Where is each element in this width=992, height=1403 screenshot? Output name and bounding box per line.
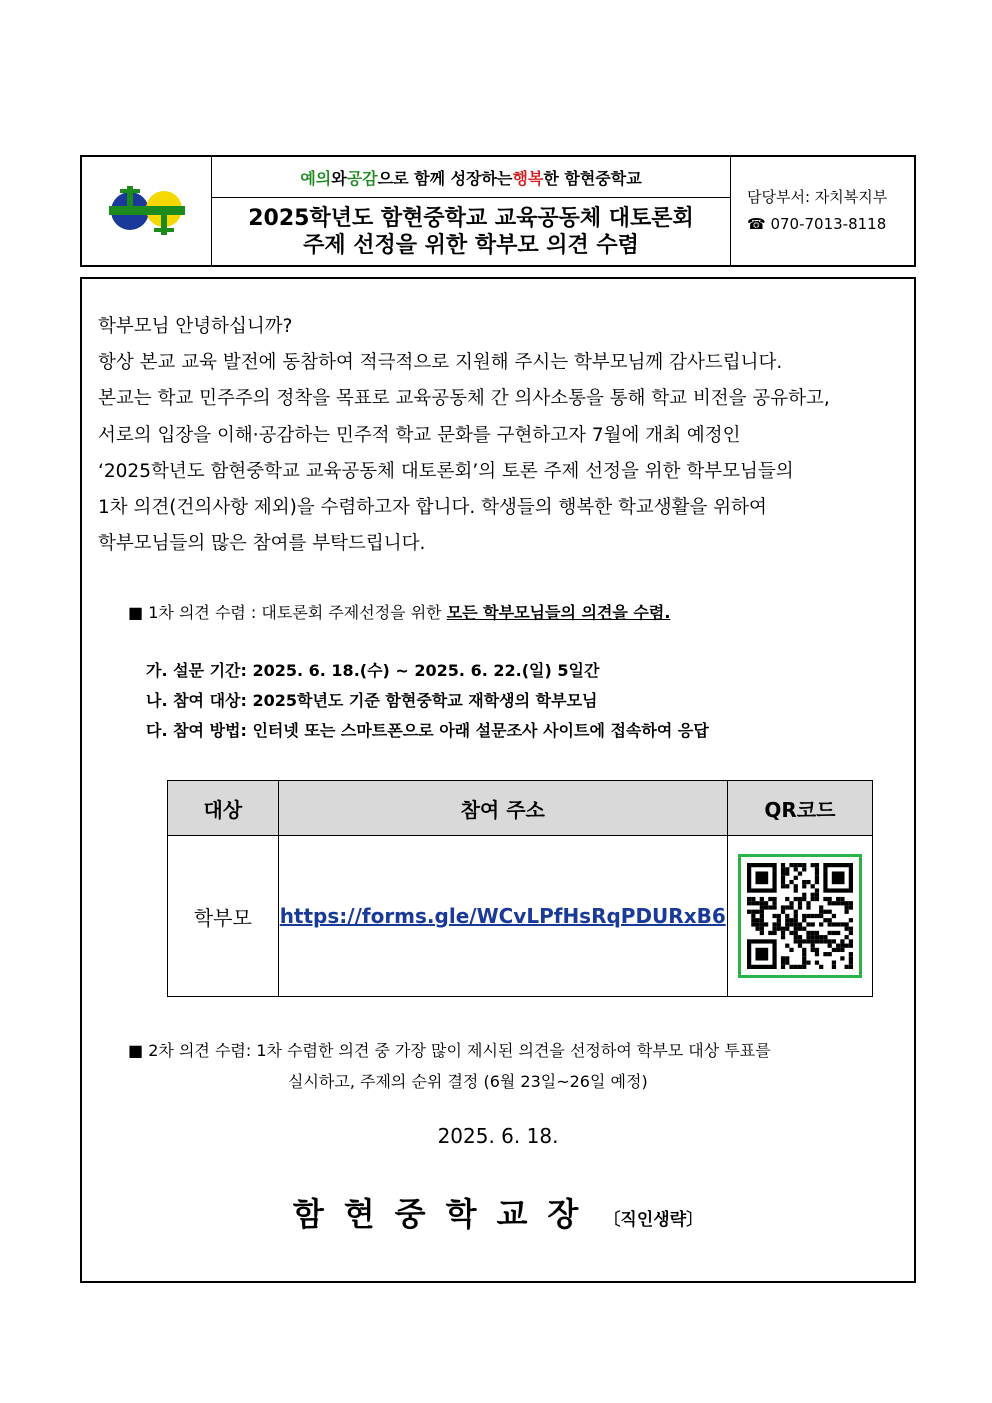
cell-target: 학부모 — [168, 836, 279, 997]
header-address: 참여 주소 — [278, 781, 727, 836]
intro-line: 서로의 입장을 이해·공감하는 민주적 학교 문화를 구현하고자 7월에 개최 예정인 — [98, 424, 741, 446]
school-logo-icon — [107, 183, 187, 239]
qr-code-frame[interactable] — [738, 854, 862, 978]
motto-empathy: 공감 — [346, 168, 378, 188]
intro-line: 학부모님 안녕하십니까? — [98, 316, 293, 337]
document-title — [212, 198, 730, 265]
motto-happiness: 행복 — [512, 168, 544, 188]
survey-method: 다. 참여 방법: 인터넷 또는 스마트폰으로 아래 설문조사 사이트에 접속하여 응답 — [146, 721, 709, 740]
intro-line: 항상 본교 교육 발전에 동참하여 적극적으로 지원해 주시는 학부모님께 감사드립니다. — [98, 352, 783, 374]
cell-address — [278, 836, 727, 997]
header-target: 대상 — [168, 781, 279, 836]
second-survey-line-1 — [128, 1035, 914, 1066]
second-survey-line-2: 실시하고, 주제의 순위 결정 (6월 23일~26일 예정) — [288, 1072, 648, 1091]
letter-body — [80, 277, 916, 1283]
issue-date: 2025. 6. 18. — [437, 1124, 559, 1148]
intro-line: 학부모님들의 많은 참여를 부탁드립니다. — [98, 533, 426, 555]
department-name: 담당부서: 자치복지부 — [747, 188, 888, 206]
logo-cell — [82, 157, 212, 265]
motto-text-2: 으로 함께 성장하는 — [377, 168, 513, 188]
title-cell — [212, 157, 731, 265]
intro-line: 본교는 학교 민주주의 정착을 목표로 교육공동체 간 의사소통을 통해 학교 비전을 공유하고, — [98, 388, 830, 410]
motto-text-1: 와 — [331, 168, 347, 188]
header-qr: QR코드 — [727, 781, 872, 836]
second-survey-bullet — [128, 1035, 914, 1097]
qr-code-icon — [747, 863, 853, 969]
first-survey-emphasis: 모든 학부모님들의 의견을 수렴. — [446, 603, 671, 622]
first-survey-bullet — [128, 600, 670, 623]
cell-qr — [727, 836, 872, 997]
phone-number: 070-7013-8118 — [770, 215, 887, 233]
department-info — [731, 157, 914, 265]
signature-line — [82, 1189, 914, 1235]
title-line-2: 주제 선정을 위한 학부모 의견 수렴 — [303, 232, 639, 258]
table-header-row — [168, 781, 873, 836]
square-bullet-icon: ■ — [128, 1041, 144, 1060]
phone-icon: ☎ — [747, 215, 766, 233]
document-header — [80, 155, 916, 267]
survey-link[interactable]: https://forms.gle/WCvLPfHsRqPDURxB6 — [279, 904, 726, 928]
principal-title: 함현중학교장 — [292, 1195, 599, 1233]
phone-line — [747, 211, 914, 238]
intro-line: 1차 의견(건의사항 제외)을 수렴하고자 합니다. 학생들의 행복한 학교생활을 위하여 — [98, 497, 767, 519]
school-motto — [212, 157, 730, 198]
seal-omitted: 〔직인생략〕 — [603, 1210, 704, 1230]
survey-table — [167, 780, 873, 997]
survey-target: 나. 참여 대상: 2025학년도 기준 함현중학교 재학생의 학부모님 — [146, 691, 598, 710]
survey-period: 가. 설문 기간: 2025. 6. 18.(수) ~ 2025. 6. 22.(일) 5일간 — [146, 661, 600, 680]
intro-paragraph — [98, 309, 898, 562]
table-row — [168, 836, 873, 997]
square-bullet-icon: ■ — [128, 603, 144, 622]
survey-details — [146, 656, 709, 746]
first-survey-text: 1차 의견 수렴 : 대토론회 주제선정을 위한 — [148, 603, 442, 622]
intro-line: ‘2025학년도 함현중학교 교육공동체 대토론회’의 토론 주제 선정을 위한 학부모님들의 — [98, 460, 794, 482]
motto-courtesy: 예의 — [300, 168, 332, 188]
second-survey-text-1: 2차 의견 수렴: 1차 수렴한 의견 중 가장 많이 제시된 의견을 선정하여 학부모 대상 투표를 — [148, 1041, 771, 1060]
motto-text-3: 한 함현중학교 — [543, 168, 642, 188]
title-line-1: 2025학년도 함현중학교 교육공동체 대토론회 — [248, 205, 694, 231]
